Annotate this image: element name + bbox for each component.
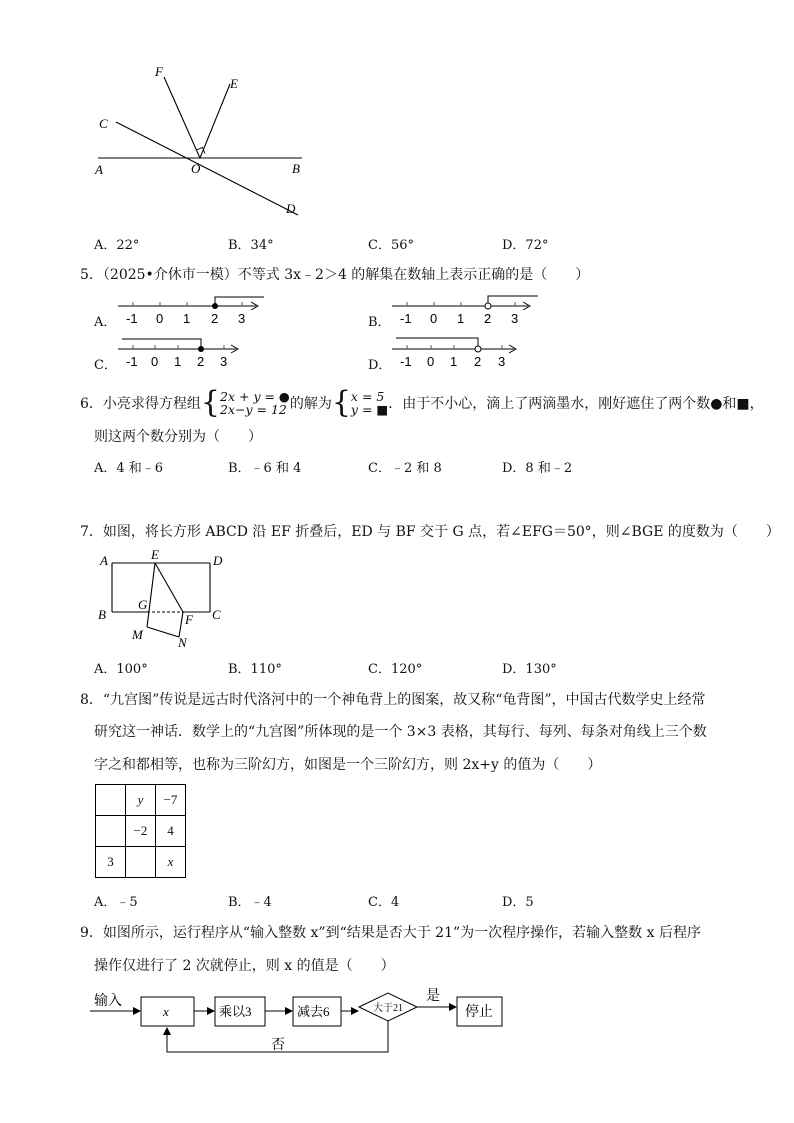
tick-label: 2 [474,354,482,369]
rectangle-fold-figure [92,545,237,650]
number-line-a [116,290,266,328]
q4-option-a[interactable]: A．22° [94,238,140,253]
tick-label: 2 [484,311,492,326]
flow-yes-label: 是 [426,989,440,1004]
grid-cell: 3 [96,847,126,878]
grid-row [96,816,186,847]
q6-stem [80,385,764,420]
solution-system [351,390,388,416]
q6-option-b[interactable]: B．﹣6 和 4 [228,461,302,476]
program-flowchart [88,985,518,1060]
equation-1: 2x + y = ● [220,389,290,404]
q6-stem-post: ．由于不小心，滴上了两滴墨水，刚好遮住了两个数●和■， [388,396,764,412]
tick-label: 3 [220,354,228,369]
q4-option-b[interactable]: B．34° [228,238,274,253]
grid-cell: −2 [126,816,156,847]
grid-cell [126,847,156,878]
tick-label: 0 [427,354,435,369]
q4-option-c[interactable]: C．56° [368,238,414,253]
q7-option-c[interactable]: C．120° [368,662,423,677]
q8-stem-line1: 8．“九宫图”传说是远古时代洛河中的一个神龟背上的图案，故又称“龟背图”，中国古代数学史上经常 [80,692,706,708]
q6-stem-line2: 则这两个数分别为（ ） [94,429,262,445]
q6-stem-mid: 的解为 [289,396,332,412]
label-C: C [99,116,108,131]
label-N: N [178,635,187,650]
grid-row [96,785,186,816]
q5-option-a[interactable]: A． [94,315,117,330]
q9-stem-line2: 操作仅进行了 2 次就停止，则 x 的值是（ ） [94,958,395,974]
tick-label: 3 [511,311,519,326]
q6-option-a[interactable]: A．4 和﹣6 [94,461,164,476]
q5-stem: 5．（2025•介休市一模）不等式 3x﹣2＞4 的解集在数轴上表示正确的是（ ） [80,267,590,283]
tick-label: -1 [400,354,412,369]
label-B: B [292,161,300,176]
q9-stem-line1: 9．如图所示，运行程序从“输入整数 x”到“结果是否大于 21”为一次程序操作，若输入整数 x 后程序 [80,925,701,941]
tick-label: -1 [126,311,138,326]
q6-option-c[interactable]: C．﹣2 和 8 [368,461,442,476]
tick-label: 0 [151,354,159,369]
tick-label: 1 [457,311,465,326]
flow-subtract-label: 减去6 [297,1004,330,1019]
tick-label: 1 [450,354,458,369]
magic-square-grid [95,784,186,878]
q5-option-c[interactable]: C． [94,358,117,373]
label-O: O [191,161,201,176]
grid-cell: y [126,785,156,816]
q8-option-b[interactable]: B．﹣4 [228,895,272,910]
equation-system [220,390,290,416]
grid-cell [96,816,126,847]
q8-stem-line3: 字之和都相等，也称为三阶幻方，如图是一个三阶幻方，则 2x+y 的值为（ ） [94,757,602,773]
angle-figure [90,64,320,224]
solution-y: y = ■ [350,402,389,417]
q7-option-d[interactable]: D．130° [502,662,557,677]
tick-label: 2 [211,311,219,326]
q8-option-a[interactable]: A．﹣5 [94,895,138,910]
grid-cell: x [156,847,186,878]
label-C: C [212,607,221,622]
flow-stop-label: 停止 [465,1005,493,1020]
flow-no-label: 否 [271,1038,285,1053]
label-E: E [151,547,159,562]
flow-x-label: x [163,1004,169,1019]
label-D: D [213,553,223,568]
label-F: F [185,612,193,627]
number-line-d [390,333,525,371]
flow-input-label: 输入 [94,994,122,1009]
label-E: E [230,76,238,91]
label-D: D [286,201,296,216]
tick-label: 2 [197,354,205,369]
q7-stem: 7．如图，将长方形 ABCD 沿 EF 折叠后，ED 与 BF 交于 G 点，若∠EFG＝50°，则∠BGE 的度数为（ ） [80,524,780,540]
tick-label: 3 [498,354,506,369]
q8-stem-line2: 研究这一神话．数学上的“九宫图”所体现的是一个 3×3 表格，其每行、每列、每条对角线上三个数 [94,724,707,740]
q8-option-c[interactable]: C．4 [368,895,400,910]
tick-label: 0 [156,311,164,326]
label-M: M [132,627,143,642]
tick-label: 0 [430,311,438,326]
number-line-c [116,333,246,371]
q4-option-d[interactable]: D．72° [502,238,549,253]
q6-stem-pre: 6．小亮求得方程组 [80,396,201,412]
number-line-b [390,290,545,328]
brace-icon: { [331,385,351,420]
brace-icon: { [200,385,221,420]
q6-option-d[interactable]: D．8 和﹣2 [502,461,573,476]
q5-option-b[interactable]: B． [368,315,391,330]
q7-option-b[interactable]: B．110° [228,662,282,677]
grid-cell [96,785,126,816]
label-F: F [155,64,163,79]
flow-multiply-label: 乘以3 [219,1004,252,1019]
label-B: B [98,607,106,622]
tick-label: -1 [400,311,412,326]
tick-label: -1 [126,354,138,369]
label-A: A [95,162,103,177]
grid-row [96,847,186,878]
q5-option-d[interactable]: D． [368,358,392,373]
label-A: A [100,553,108,568]
equation-2: 2x−y = 12 [220,402,287,417]
tick-label: 1 [183,311,191,326]
flow-decision-label: 大于21 [373,1003,403,1014]
grid-cell: −7 [156,785,186,816]
solution-x: x = 5 [350,389,385,404]
tick-label: 3 [238,311,246,326]
q7-option-a[interactable]: A．100° [94,662,148,677]
grid-cell: 4 [156,816,186,847]
q8-option-d[interactable]: D．5 [502,895,534,910]
label-G: G [138,597,148,612]
tick-label: 1 [174,354,182,369]
